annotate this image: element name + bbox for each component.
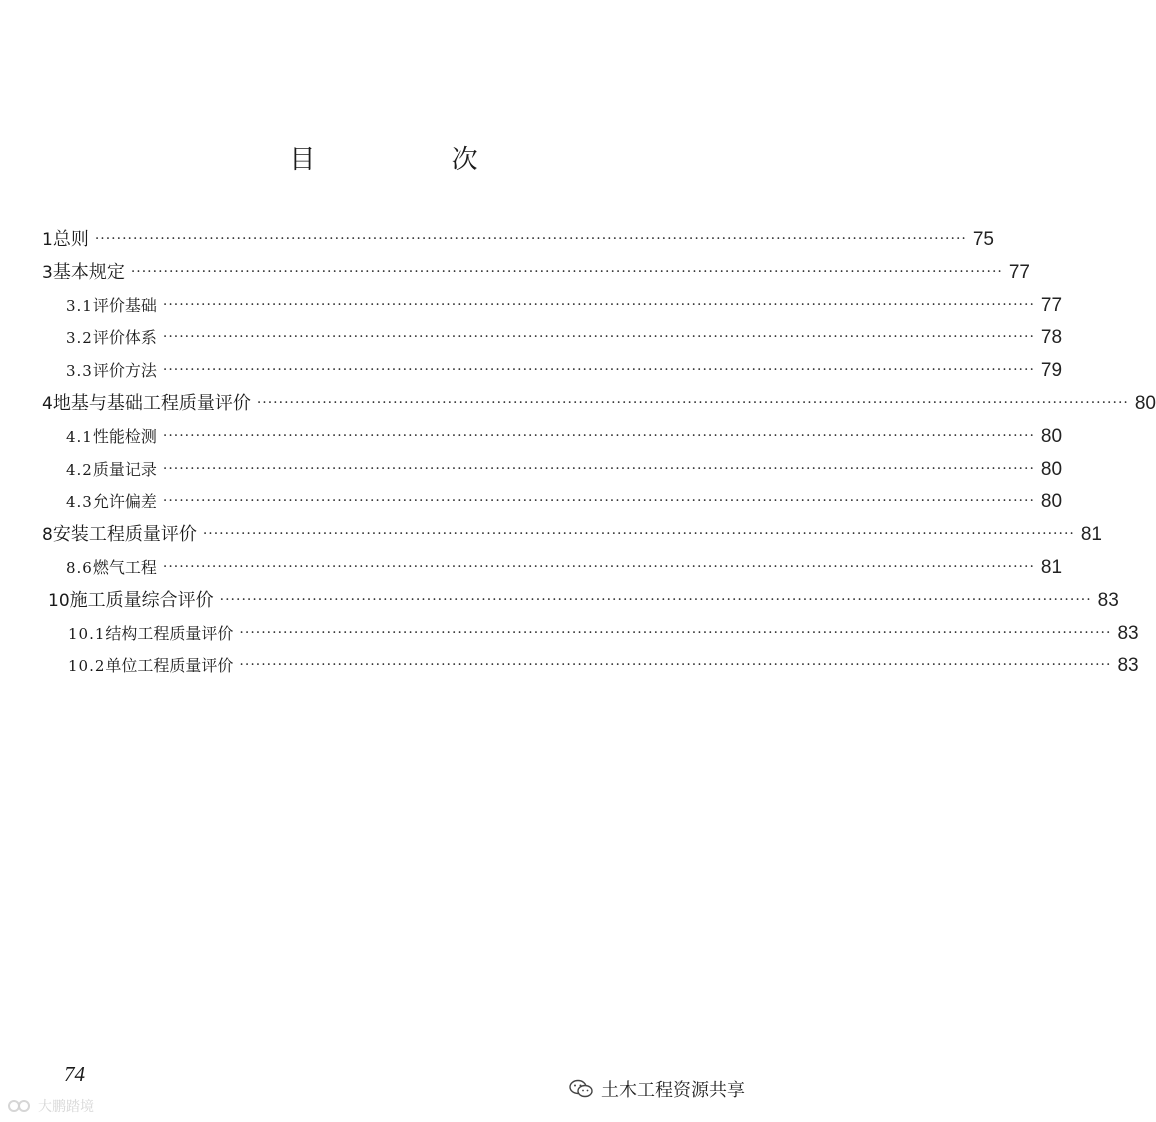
toc-entry-label: 总则 (52, 229, 89, 250)
toc-entry-page: 75 (972, 229, 994, 250)
toc-entry[interactable] (66, 454, 1063, 486)
toc-entry-label: 评价方法 (92, 361, 157, 381)
toc-entry-number: 10.2 (68, 657, 106, 676)
dot-leader: ································································································································································ (256, 395, 1129, 411)
toc-entry-number: 10.1 (68, 624, 106, 643)
toc-entry-number: 1 (42, 230, 53, 250)
toc-entry-page: 80 (1040, 458, 1063, 480)
toc-entry[interactable] (68, 650, 1139, 682)
toc-entry[interactable] (42, 257, 1030, 289)
toc-entry-label: 单位工程质量评价 (105, 656, 234, 676)
toc-entry-label: 结构工程质量评价 (105, 623, 234, 643)
toc-entry-label: 燃气工程 (92, 558, 157, 577)
toc-entry[interactable] (66, 552, 1063, 584)
toc-entry-page: 81 (1080, 524, 1102, 546)
toc-entry-number: 8 (42, 525, 53, 546)
logo-icon (8, 1098, 34, 1114)
toc-entry[interactable] (66, 355, 1063, 387)
dot-leader: ································································································································································ (162, 460, 1035, 477)
toc-entry-page: 77 (1040, 294, 1063, 316)
toc-entry-number: 8.6 (66, 559, 93, 577)
dot-leader: ································································································································································ (162, 362, 1035, 379)
toc-entry-label: 安装工程质量评价 (52, 524, 197, 546)
toc-entry-page: 83 (1097, 589, 1119, 611)
dot-leader: ································································································································································ (162, 493, 1035, 510)
toc-entry-page: 80 (1040, 491, 1063, 513)
toc-entry-number: 3 (42, 262, 53, 283)
toc-entry-number: 3.3 (66, 362, 93, 381)
footer-brand-label: 土木工程资源共享 (601, 1080, 745, 1101)
toc-entry[interactable] (42, 388, 1156, 420)
toc-entry[interactable] (68, 618, 1139, 650)
toc-entry-label: 质量记录 (92, 459, 157, 479)
toc-entry[interactable] (66, 421, 1063, 453)
watermark-label: 大鹏踏境 (38, 1099, 94, 1115)
dot-leader: ································································································································································ (94, 231, 967, 247)
toc-entry-page: 81 (1040, 557, 1063, 578)
toc-entry[interactable] (42, 519, 1102, 551)
toc-entry-number: 3.2 (66, 329, 93, 348)
footer-brand (569, 1076, 745, 1102)
toc-entry-page: 77 (1008, 261, 1030, 283)
toc-entry[interactable] (66, 322, 1063, 354)
dot-leader: ································································································································································ (202, 526, 1075, 543)
wechat-icon (569, 1079, 593, 1099)
toc-entry-page: 79 (1040, 360, 1063, 382)
dot-leader: ································································································································································ (162, 427, 1035, 444)
dot-leader: ································································································································································ (130, 263, 1003, 280)
toc-entry-number: 4.3 (66, 493, 93, 512)
dot-leader: ································································································································································ (219, 591, 1092, 608)
toc-entry-number: 3.1 (66, 296, 93, 315)
dot-leader: ································································································································································ (162, 329, 1035, 346)
toc-entry-label: 评价基础 (92, 295, 157, 315)
dot-leader: ································································································································································ (162, 559, 1035, 575)
toc-entry-label: 基本规定 (52, 261, 125, 283)
toc-entry-number: 4.2 (66, 460, 93, 479)
toc-entry-label: 施工质量综合评价 (69, 589, 214, 611)
toc-title: 目 次 (289, 145, 542, 175)
toc-entry-page: 80 (1134, 393, 1156, 414)
toc-entry-number: 4.1 (66, 427, 93, 446)
dot-leader: ································································································································································ (162, 296, 1035, 313)
dot-leader: ································································································································································ (239, 624, 1112, 641)
toc-entry[interactable] (48, 585, 1119, 617)
toc-entry-page: 83 (1117, 655, 1139, 677)
toc-entry-page: 78 (1040, 327, 1063, 349)
toc-entry-label: 允许偏差 (92, 492, 157, 512)
toc-entry-page: 80 (1040, 425, 1063, 447)
toc-entry[interactable] (66, 486, 1063, 518)
toc-entry-label: 性能检测 (92, 426, 157, 446)
watermark (8, 1096, 94, 1116)
toc-entry-page: 83 (1117, 622, 1139, 644)
toc-entry-number: 4 (42, 394, 53, 414)
toc-entry-label: 地基与基础工程质量评价 (52, 393, 251, 414)
toc-entry[interactable] (66, 290, 1063, 322)
dot-leader: ································································································································································ (239, 657, 1112, 674)
toc-entry-number: 10 (48, 590, 70, 611)
toc-entry[interactable] (42, 224, 994, 256)
toc-entry-label: 评价体系 (92, 328, 157, 348)
page-number: 74 (64, 1062, 85, 1086)
